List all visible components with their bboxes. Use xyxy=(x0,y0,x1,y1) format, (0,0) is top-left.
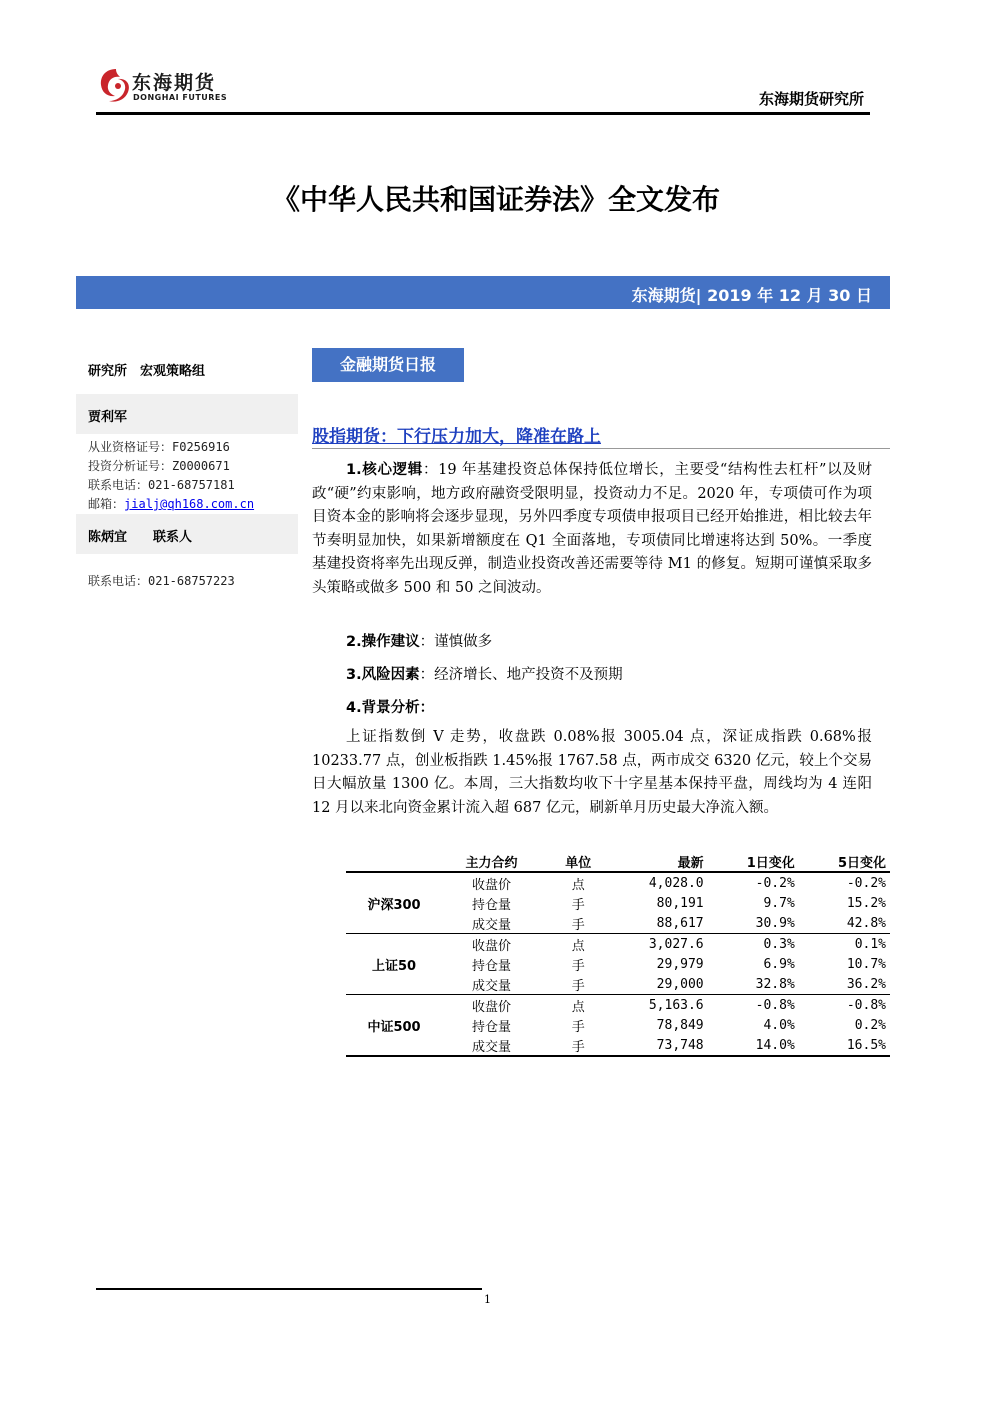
change-1d-cell: 14.0% xyxy=(708,1035,799,1056)
latest-cell: 29,979 xyxy=(656,956,704,972)
unit-cell: 手 xyxy=(541,1035,616,1056)
latest-cell: 29,000 xyxy=(616,974,708,995)
section-title[interactable]: 股指期货：下行压力加大，降准在路上 xyxy=(312,427,601,447)
qualification-number: 从业资格证号：F0256916 xyxy=(88,440,230,454)
latest-cell: 88,617 xyxy=(616,913,708,934)
metric-cell: 成交量 xyxy=(442,1035,541,1056)
change-1d-cell: 4.0% xyxy=(763,1017,795,1033)
unit-cell: 手 xyxy=(571,897,585,913)
company-logo xyxy=(96,66,236,110)
advice-item xyxy=(346,630,492,651)
page-number: 1 xyxy=(484,1293,491,1306)
change-5d-cell: 16.5% xyxy=(799,1035,890,1056)
metric-cell: 收盘价 xyxy=(472,938,512,954)
institute-name: 东海期货研究所 xyxy=(758,90,864,108)
metric-cell: 持仓量 xyxy=(472,958,512,974)
table-row xyxy=(346,872,890,893)
metric-cell: 收盘价 xyxy=(472,877,512,893)
unit-cell: 点 xyxy=(571,938,585,954)
change-1d-cell: 9.7% xyxy=(763,895,795,911)
change-1d-cell: -0.8% xyxy=(755,997,795,1013)
footer-divider xyxy=(96,1288,482,1290)
contact-name: 陈炳宜 联系人 xyxy=(88,530,193,545)
background-label: 4.背景分析： xyxy=(346,700,435,716)
contract-group-name: 上证50 xyxy=(346,934,442,995)
latest-cell: 4,028.0 xyxy=(648,875,704,891)
table-header-row xyxy=(346,852,890,872)
analyst-email xyxy=(88,495,254,512)
change-1d-cell: 32.8% xyxy=(708,974,799,995)
risk-text: ：经济增长、地产投资不及预期 xyxy=(419,667,623,683)
metric-cell: 持仓量 xyxy=(472,1019,512,1035)
latest-cell: 78,849 xyxy=(656,1017,704,1033)
analyst-phone: 联系电话：021-68757181 xyxy=(88,478,235,492)
futures-data-table xyxy=(346,852,890,1057)
metric-cell: 收盘价 xyxy=(472,999,512,1015)
metric-cell: 持仓量 xyxy=(472,897,512,913)
background-item xyxy=(346,696,434,717)
core-logic-label: 1.核心逻辑 xyxy=(346,462,423,478)
unit-cell: 手 xyxy=(571,1019,585,1035)
latest-cell: 5,163.6 xyxy=(648,997,704,1013)
invest-cert-number: 投资分析证号：Z0000671 xyxy=(88,459,230,473)
change-5d-cell: 10.7% xyxy=(846,956,886,972)
background-paragraph: 上证指数倒 V 走势，收盘跌 0.08%报 3005.04 点，深证成指跌 0.68%报 10233.77 点，创业板指跌 1.45%报 1767.58 点，两市成交 6320 亿元，较上个交易日大幅放量 1300 亿。本周，三大指数均收下十字星基本保持平盘，周线均为 4 连阳 12 月以来北向资金累计流入超 687 亿元，刷新单月历史最大净流入额。 xyxy=(312,729,872,816)
table-header: 5日变化 xyxy=(799,852,890,872)
contract-group-name: 沪深300 xyxy=(346,872,442,934)
latest-cell: 73,748 xyxy=(616,1035,708,1056)
change-5d-cell: 15.2% xyxy=(846,895,886,911)
metric-cell: 成交量 xyxy=(442,974,541,995)
latest-cell: 3,027.6 xyxy=(648,936,704,952)
advice-label: 2.操作建议 xyxy=(346,634,420,650)
risk-item xyxy=(346,663,623,684)
change-5d-cell: 42.8% xyxy=(799,913,890,934)
latest-cell: 80,191 xyxy=(656,895,704,911)
date-banner-text: 东海期货| 2019 年 12 月 30 日 xyxy=(631,286,872,305)
table-row xyxy=(346,995,890,1016)
core-logic-text: ：19 年基建投资总体保持低位增长，主要受“结构性去杠杆”以及财政“硬”约束影响，地方政府融资受限明显，投资动力不足。2020 年，专项债可作为项目资本金的影响将会逐步显现，另外四季度专项债申报项目已经开始推进，相比较去年节奏明显加快，如果新增额度在 Q1 全面落地，专项债同比增速将达到 50%。一季度基建投资将率先出现反弹，制造业投资改善还需要等待 M1 的修复。短期可谨慎采取多头策略或做多 500 和 50 之间波动。 xyxy=(312,462,872,596)
section-divider xyxy=(312,448,890,449)
change-1d-cell: -0.2% xyxy=(755,875,795,891)
change-5d-cell: -0.2% xyxy=(846,875,886,891)
contact-phone: 联系电话：021-68757223 xyxy=(88,574,235,588)
date-banner xyxy=(76,276,890,309)
change-5d-cell: 0.1% xyxy=(854,936,886,952)
change-5d-cell: 36.2% xyxy=(799,974,890,995)
table-header: 单位 xyxy=(541,852,616,872)
risk-label: 3.风险因素 xyxy=(346,667,420,683)
change-1d-cell: 0.3% xyxy=(763,936,795,952)
department-label: 研究所 宏观策略组 xyxy=(88,364,206,379)
unit-cell: 点 xyxy=(571,877,585,893)
report-type-tag: 金融期货日报 xyxy=(312,348,464,382)
change-1d-cell: 6.9% xyxy=(763,956,795,972)
change-5d-cell: 0.2% xyxy=(854,1017,886,1033)
unit-cell: 点 xyxy=(571,999,585,1015)
table-header-blank xyxy=(346,852,442,872)
metric-cell: 成交量 xyxy=(442,913,541,934)
header-divider xyxy=(96,112,870,115)
unit-cell: 手 xyxy=(541,974,616,995)
contract-group-name: 中证500 xyxy=(346,995,442,1057)
table-row xyxy=(346,934,890,955)
change-1d-cell: 30.9% xyxy=(708,913,799,934)
core-logic-paragraph xyxy=(312,459,872,600)
table-header: 最新 xyxy=(616,852,708,872)
change-5d-cell: -0.8% xyxy=(846,997,886,1013)
table-header: 主力合约 xyxy=(442,852,541,872)
unit-cell: 手 xyxy=(541,913,616,934)
logo-text-cn: 东海期货 xyxy=(132,72,217,94)
analyst-name: 贾利军 xyxy=(88,410,128,425)
email-label: 邮箱： xyxy=(88,497,125,511)
advice-text: ：谨慎做多 xyxy=(419,634,493,650)
email-link[interactable]: jialj@qh168.com.cn xyxy=(124,497,255,511)
logo-text-en: DONGHAI FUTURES xyxy=(133,93,228,102)
dragon-logo-icon xyxy=(96,66,130,106)
page-title: 《中华人民共和国证券法》全文发布 xyxy=(271,183,720,216)
unit-cell: 手 xyxy=(571,958,585,974)
table-header: 1日变化 xyxy=(708,852,799,872)
